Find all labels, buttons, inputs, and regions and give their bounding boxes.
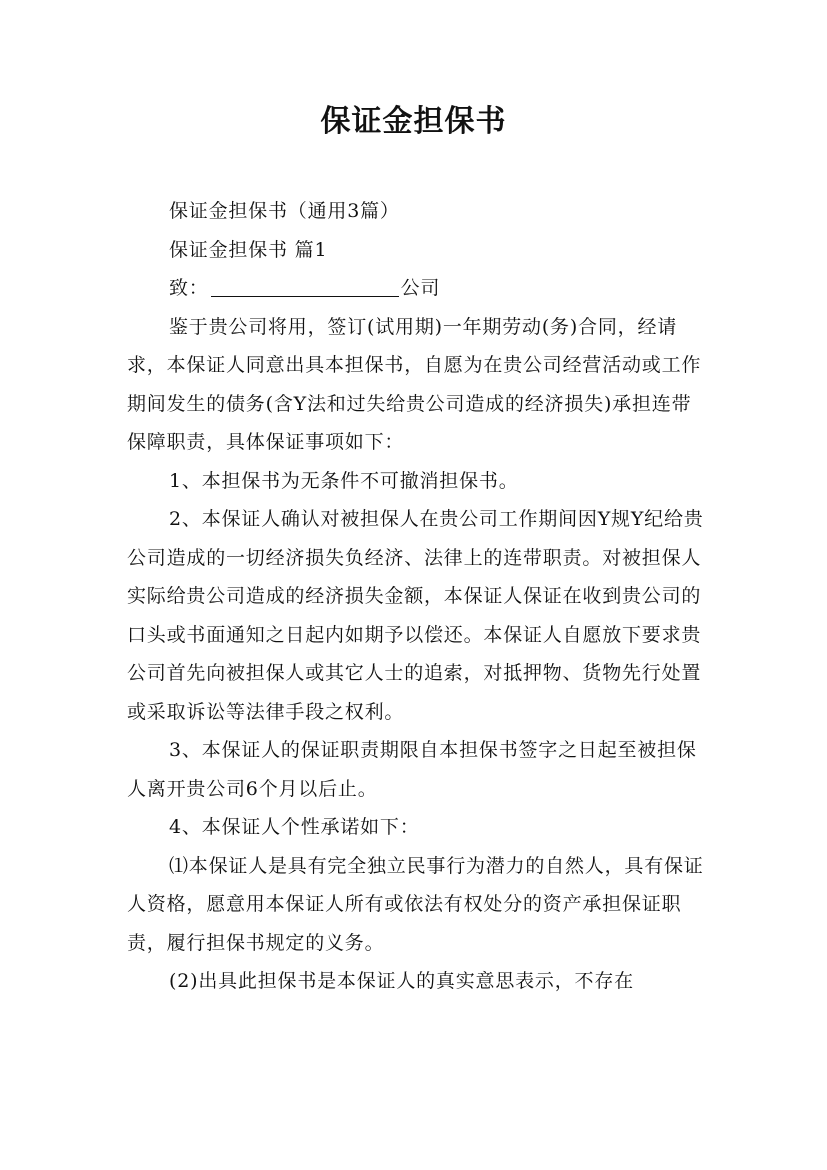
paragraph-clause-4-2: (2)出具此担保书是本保证人的真实意思表示，不存在: [169, 970, 634, 992]
addressee-prefix: 致：: [169, 277, 209, 299]
paragraph-clause-4-1: ⑴本保证人是具有完全独立民事行为潜力的自然人，具有保证人资格，愿意用本保证人所有或依法有权处分的资产承担保证职责，履行担保书规定的义务。: [127, 854, 704, 954]
addressee-line: [127, 269, 707, 308]
section-heading: 保证金担保书 篇1: [169, 238, 328, 261]
document-body: [127, 192, 707, 1001]
paragraph-clause-4: 4、本保证人个性承诺如下：: [169, 816, 420, 838]
addressee-suffix: 公司: [400, 277, 441, 299]
paragraph-intro: 鉴于贵公司将用，签订(试用期)一年期劳动(务)合同，经请求，本保证人同意出具本担保书，自愿为在贵公司经营活动或工作期间发生的债务(含Y法和过失给贵公司造成的经济损失)承担连带保障职责，具体保证事项如下：: [127, 315, 702, 453]
paragraph-clause-2: 2、本保证人确认对被担保人在贵公司工作期间因Y规Y纪给贵公司造成的一切经济损失负经济、法律上的连带职责。对被担保人实际给贵公司造成的经济损失金额，本保证人保证在收到贵公司的口头或书面通知之日起内如期予以偿还。本保证人自愿放下要求贵公司首先向被担保人或其它人士的追索，对抵押物、货物先行处置或采取诉讼等法律手段之权利。: [127, 508, 704, 723]
paragraph-clause-1: 1、本担保书为无条件不可撤消担保书。: [169, 469, 519, 492]
document-title: 保证金担保书: [320, 104, 507, 139]
addressee-blank: [211, 276, 399, 297]
paragraph-clause-3: 3、本保证人的保证职责期限自本担保书签字之日起至被担保人离开贵公司6个月以后止。: [127, 739, 697, 800]
document-subtitle: 保证金担保书（通用3篇）: [169, 200, 400, 222]
